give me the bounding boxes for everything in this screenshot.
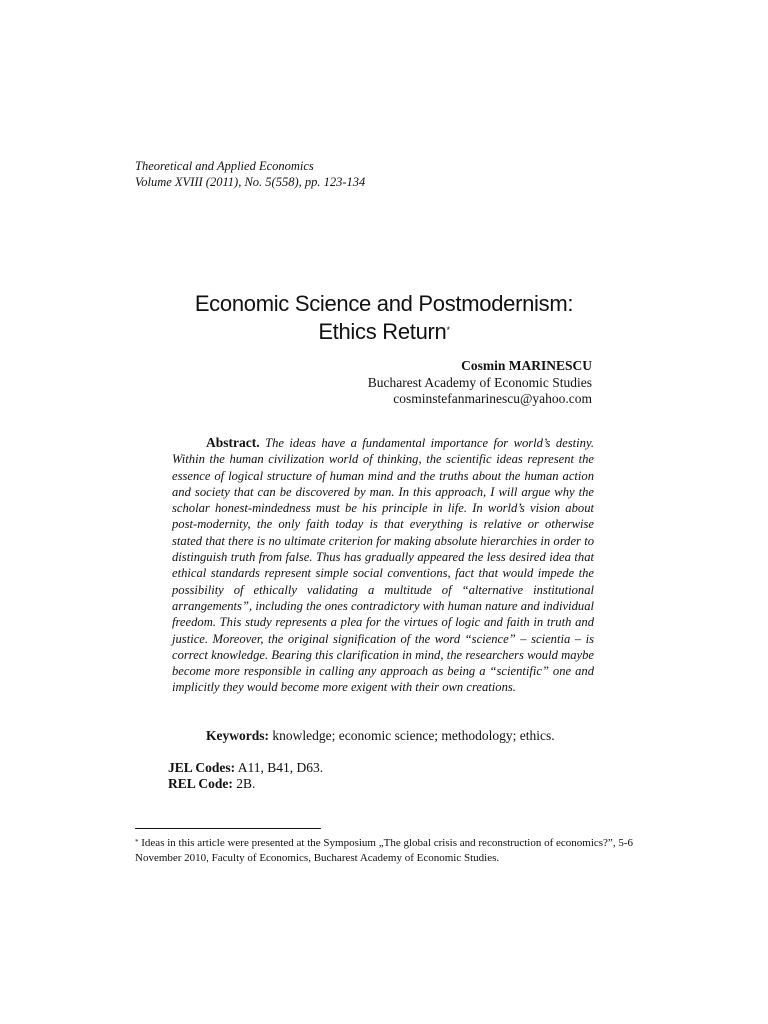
journal-header bbox=[135, 158, 365, 190]
abstract-text: The ideas have a fundamental importance for world’s destiny. Within the human civilization world of thinking, the scientific ideas represent the essence of logical structure of human mind and the truths about the human action and society that can be discovered by man. In this approach, I will argue why the scholar honest-mindedness must be his principle in life. In world’s vision about post-modernity, the only faith today is that everything is relative or otherwise stated that there is no ultimate criterion for making absolute hierarchies in order to distinguish truth from false. Thus has gradually appeared the less desired idea that ethical standards represent simple social conventions, fact that would impede the possibility of ethically validating a multitude of “alternative institutional arrangements”, including the ones contradictory with human nature and individual freedom. This study represents a plea for the virtues of logic and faith in truth and justice. Moreover, the original signification of the word “science” – scientia – is correct knowledge. Bearing this clarification in mind, the researchers would maybe become more responsible in calling any approach as being a “scientific” one and implicitly they would become more exigent with their own creations. bbox=[172, 436, 594, 695]
rel-value: 2B. bbox=[236, 776, 256, 791]
abstract-label: Abstract. bbox=[206, 435, 260, 450]
paper-title bbox=[0, 290, 768, 346]
title-line-2-text: Ethics Return bbox=[318, 319, 447, 344]
rel-code bbox=[168, 776, 323, 792]
jel-codes bbox=[168, 760, 323, 776]
footnote-divider bbox=[135, 828, 321, 829]
footnote bbox=[135, 836, 633, 866]
title-line-2 bbox=[0, 318, 768, 346]
rel-label: REL Code: bbox=[168, 776, 233, 791]
title-line-1: Economic Science and Postmodernism: bbox=[194, 291, 574, 316]
author-email[interactable]: cosminstefanmarinescu@yahoo.com bbox=[393, 391, 592, 406]
title-footnote-mark: * bbox=[446, 325, 450, 335]
author-affiliation: Bucharest Academy of Economic Studies bbox=[367, 374, 592, 390]
footnote-text: Ideas in this article were presented at the Symposium „The global crisis and reconstruction of economics?”, 5-6 November 2010, Faculty of Economics, Bucharest Academy of Economic Studies. bbox=[135, 837, 633, 864]
footnote-mark: * bbox=[135, 838, 139, 846]
classification-codes bbox=[168, 760, 323, 792]
jel-value: A11, B41, D63. bbox=[237, 760, 324, 775]
author-name: Cosmin MARINESCU bbox=[461, 358, 592, 373]
keywords-label: Keywords: bbox=[206, 728, 269, 743]
keywords-text: knowledge; economic science; methodology; ethics. bbox=[272, 728, 555, 743]
journal-volume: Volume XVIII (2011), No. 5(558), pp. 123-134 bbox=[135, 175, 366, 189]
keywords bbox=[206, 728, 555, 744]
abstract bbox=[172, 435, 594, 696]
jel-label: JEL Codes: bbox=[168, 760, 236, 775]
author-block bbox=[368, 358, 592, 408]
journal-name: Theoretical and Applied Economics bbox=[135, 159, 314, 173]
